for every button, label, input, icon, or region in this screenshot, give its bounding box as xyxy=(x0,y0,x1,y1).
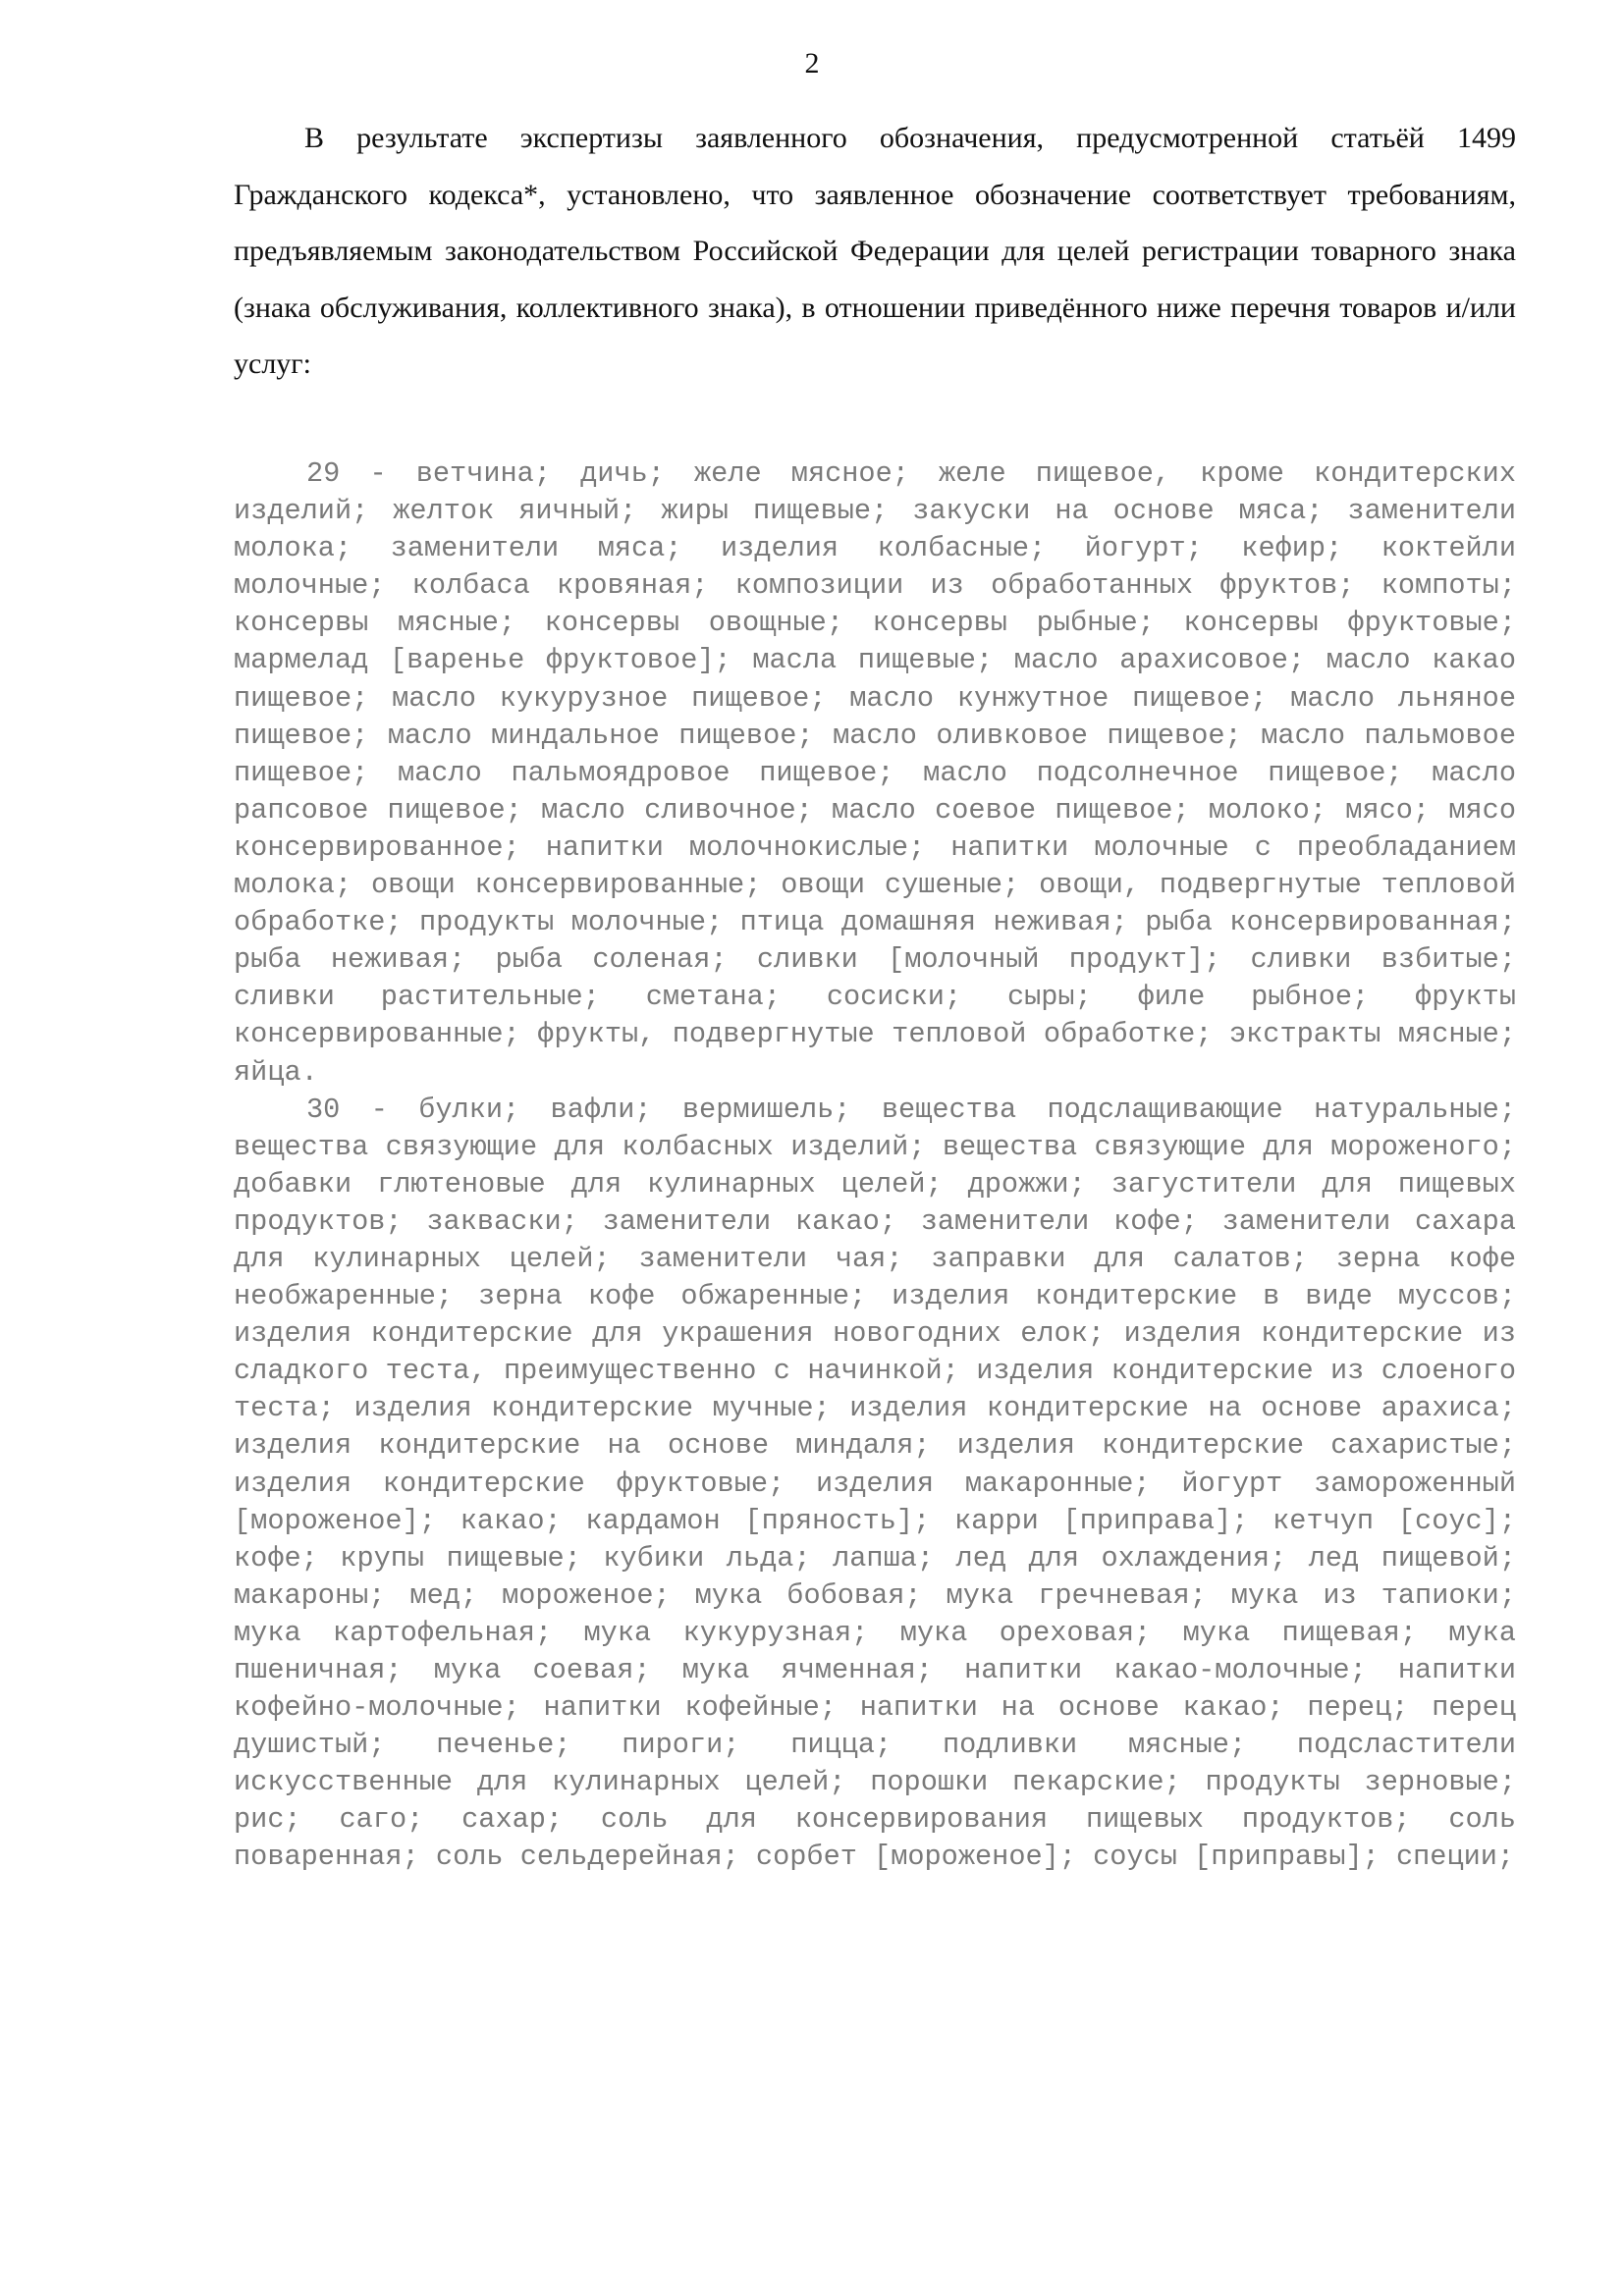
goods-class-30: 30 - булки; вафли; вермишель; вещества подслащивающие натуральные; вещества связующие для колбасных изделий; вещества связующие для мороженого; добавки глютеновые для кулинарных целей; дрожжи; загустители для пищевых продуктов; закваски; заменители какао; заменители кофе; заменители сахара для кулинарных целей; заменители чая; заправки для салатов; зерна кофе необжаренные; зерна кофе обжаренные; изделия кондитерские в виде муссов; изделия кондитерские для украшения новогодних елок; изделия кондитерские из сладкого теста, преимущественно с начинкой; изделия кондитерские из слоеного теста; изделия кондитерские мучные; изделия кондитерские на основе арахиса; изделия кондитерские на основе миндаля; изделия кондитерские сахаристые; изделия кондитерские фруктовые; изделия макаронные; йогурт замороженный [мороженое]; какао; кардамон [пряность]; карри [приправа]; кетчуп [соус]; кофе; крупы пищевые; кубики льда; лапша; лед для охлаждения; лед пищевой; макароны; мед; мороженое; мука бобовая; мука гречневая; мука из тапиоки; мука картофельная; мука кукурузная; мука ореховая; мука пищевая; мука пшеничная; мука соевая; мука ячменная; напитки какао-молочные; напитки кофейно-молочные; напитки кофейные; напитки на основе какао; перец; перец душистый; печенье; пироги; пицца; подливки мясные; подсластители искусственные для кулинарных целей; порошки пекарские; продукты зерновые; рис; саго; сахар; соль для консервирования пищевых продуктов; соль поваренная; соль сельдерейная; сорбет [мороженое]; соусы [приправы]; специи; xyxy=(234,1093,1516,1874)
goods-services-list xyxy=(234,455,1516,1877)
page-number: 2 xyxy=(804,47,820,80)
intro-paragraph: В результате экспертизы заявленного обозначения, предусмотренной статьёй 1499 Гражданского кодекса*, установлено, что заявленное обозначение соответствует требованиям, предъявляемым законодательством Российской Федерации для целей регистрации товарного знака (знака обслуживания, коллективного знака), в отношении приведённого ниже перечня товаров и/или услуг: xyxy=(234,122,1516,380)
goods-class-29: 29 - ветчина; дичь; желе мясное; желе пищевое, кроме кондитерских изделий; желток яичный; жиры пищевые; закуски на основе мяса; заменители молока; заменители мяса; изделия колбасные; йогурт; кефир; коктейли молочные; колбаса кровяная; композиции из обработанных фруктов; компоты; консервы мясные; консервы овощные; консервы рыбные; консервы фруктовые; мармелад [варенье фруктовое]; масла пищевые; масло арахисовое; масло какао пищевое; масло кукурузное пищевое; масло кунжутное пищевое; масло льняное пищевое; масло миндальное пищевое; масло оливковое пищевое; масло пальмовое пищевое; масло пальмоядровое пищевое; масло подсолнечное пищевое; масло рапсовое пищевое; масло сливочное; масло соевое пищевое; молоко; мясо; мясо консервированное; напитки молочнокислые; напитки молочные с преобладанием молока; овощи консервированные; овощи сушеные; овощи, подвергнутые тепловой обработке; продукты молочные; птица домашняя неживая; рыба консервированная; рыба неживая; рыба соленая; сливки [молочный продукт]; сливки взбитые; сливки растительные; сметана; сосиски; сыры; филе рыбное; фрукты консервированные; фрукты, подвергнутые тепловой обработке; экстракты мясные; яйца. xyxy=(234,457,1516,1089)
